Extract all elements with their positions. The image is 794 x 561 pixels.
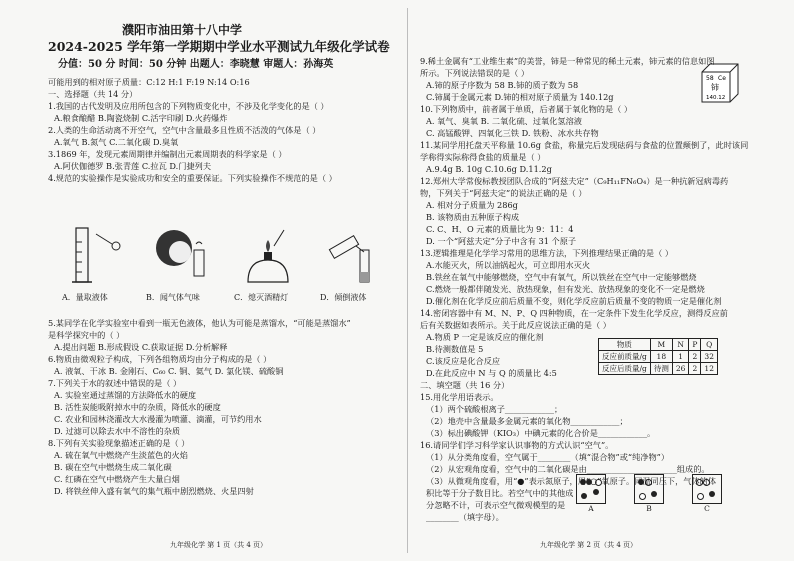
right-text-line: B.铁丝在氧气中能够燃烧，空气中有氧气，所以铁丝在空气中一定能够燃烧: [426, 272, 697, 282]
figure-c-caption: C．熄灭酒精灯: [234, 293, 289, 302]
table-cell: 26: [672, 363, 689, 375]
right-text-line: B. 该物质由五种原子构成: [426, 212, 520, 222]
element-number: 58: [706, 75, 714, 82]
right-text-line: A.铈的原子序数为 58 B.铈的质子数为 58: [426, 80, 579, 90]
molecule-label: C: [704, 504, 710, 513]
right-text-line: 分忽略不计，可表示空气微观模型的是: [426, 500, 566, 510]
right-text-line: （2）从宏观角度看，空气中的二氧化碳是由______________________组成的。: [426, 464, 710, 474]
table-cell: 反应后质量/g: [599, 363, 651, 375]
right-text-line: 15.用化学用语表示。: [420, 392, 499, 402]
left-text-line: A. 实验室通过蒸馏的方法降低水的硬度: [54, 390, 197, 400]
footer-page-1: 九年级化学 第 1 页（共 4 页）: [170, 541, 268, 549]
right-text-line: A. 相对分子质量为 286g: [426, 200, 518, 210]
left-text-line: D. 将铁丝伸入盛有氧气的集气瓶中剧烈燃烧、火星四射: [54, 486, 254, 496]
table-cell: 32: [701, 351, 718, 363]
left-text-line: C. 农业和园林浇灌改大水漫灌为喷灌、滴灌，可节约用水: [54, 414, 262, 424]
table-row: [599, 339, 718, 351]
table-cell: P: [689, 339, 701, 351]
left-page: [48, 0, 396, 561]
right-text-line: 所示。下列说法错误的是（ ）: [420, 68, 530, 78]
footer-page-2: 九年级化学 第 2 页（共 4 页）: [540, 541, 638, 549]
right-text-line: （1）两个硫酸根离子____________；: [426, 404, 563, 414]
table-cell: 2: [689, 351, 701, 363]
table-row: [599, 351, 718, 363]
left-text-line: 濮阳市油田第十八中学: [122, 23, 243, 37]
element-card-cerium: [698, 62, 740, 106]
right-text-line: 二、填空题（共 16 分）: [420, 380, 510, 390]
table-cell: Q: [701, 339, 718, 351]
right-text-line: ________（填字母）。: [426, 512, 504, 522]
right-text-line: C.铈属于金属元素 D.铈的相对原子质量为 140.12g: [426, 92, 614, 102]
left-text-line: C. 红磷在空气中燃烧产生大量白烟: [54, 474, 180, 484]
table-cell: 2: [689, 363, 701, 375]
molecule-label: A: [588, 504, 594, 513]
table-row: [599, 363, 718, 375]
left-text-line: 1.我国的古代发明及应用所包含的下列物质变化中，不涉及化学变化的是（ ）: [48, 101, 329, 111]
left-text-line: 4.规范的实验操作是实验成功和安全的重要保证。下列实验操作不规范的是（ ）: [48, 173, 337, 183]
right-text-line: D.催化剂在化学反应前后质量不变，则化学反应前后质量不变的物质一定是催化剂: [426, 296, 722, 306]
right-text-line: 11.某同学用托盘天平称量 10.6g 食盐，称量完后发现砝码与食盐的位置颠倒了，此时该同: [420, 140, 749, 150]
right-text-line: 物，下列关于“阿兹夫定”的说法正确的是（ ）: [420, 188, 587, 198]
left-text-line: 可能用到的相对原子质量：C:12 H:1 F:19 N:14 O:16: [48, 77, 250, 87]
right-text-line: （3）从微观角度看，用“●”表示氮原子，用“○”氧原子。同温同压下，气体的体: [426, 476, 717, 486]
left-text-line: A.阿伏伽德罗 B.张青莲 C.拉瓦 D.门捷列夫: [54, 161, 212, 171]
right-text-line: 积比等于分子数目比。若空气中的其他成: [426, 488, 574, 498]
right-text-line: 16.请同学们学习科学家认识事物的方式认识“空气”。: [420, 440, 614, 450]
right-text-line: C. 高锰酸钾、四氧化三铁 D. 铁粉、冰水共存物: [426, 128, 599, 138]
right-text-line: D. 一个“阿兹夫定”分子中含有 31 个原子: [426, 236, 577, 246]
element-mass: 140.12: [706, 95, 726, 101]
table-cell: 1: [672, 351, 689, 363]
right-text-line: 14.密闭容器中有 M、N、P、Q 四种物质，在一定条件下发生化学反应，测得反应前: [420, 308, 728, 318]
left-text-line: 2024-2025 学年第一学期期中学业水平测试九年级化学试卷: [48, 39, 390, 54]
right-text-line: A. 氧气、臭氧 B. 二氧化硫、过氧化氢溶液: [426, 116, 582, 126]
left-text-line: B. 碳在空气中燃烧生成二氧化碳: [54, 462, 172, 472]
figure-a-caption: A．量取液体: [62, 293, 108, 302]
left-text-line: 分值：50 分 时间：50 分钟 出题人：李晓慧 审题人：孙海英: [58, 59, 334, 70]
table-cell: N: [672, 339, 689, 351]
right-text-line: A.物质 P 一定是该反应的催化剂: [426, 332, 544, 342]
table-cell: 物质: [599, 339, 651, 351]
element-name: 铈: [711, 83, 719, 92]
right-text-line: A.水能灭火，所以油锅起火，可立即用水灭火: [426, 260, 591, 270]
figure-b-caption: B．闻气体气味: [146, 293, 200, 302]
left-text-line: A.提出问题 B.形成假设 C.获取证据 D.分析解释: [54, 342, 228, 352]
right-text-line: 12.郑州大学常俊标教授团队合成的“阿兹夫定”（C₉H₁₁FN₆O₄）是一种抗新冠病毒药: [420, 176, 729, 186]
right-text-line: D.在此反应中 N 与 Q 的质量比 4:5: [426, 368, 557, 378]
q14-data-table: [598, 338, 718, 375]
left-text-line: A.氧气 B.氮气 C.二氧化碳 D.臭氧: [54, 137, 179, 147]
right-text-line: C. C、H、O 元素的质量比为 9：11：4: [426, 224, 574, 234]
left-text-line: D. 过滤可以除去水中不溶性的杂质: [54, 426, 181, 436]
left-text-line: 3.1869 年，发现元素周期律并编制出元素周期表的科学家是（ ）: [48, 149, 287, 159]
left-text-line: A.粮食酿醋 B.陶瓷烧制 C.活字印刷 D.火药爆炸: [54, 113, 228, 123]
right-text-line: 学称得实际称得食盐的质量是（ ）: [420, 152, 546, 162]
table-cell: 反应前质量/g: [599, 351, 651, 363]
right-text-line: 13.逻辑推理是化学学习常用的思维方法，下列推理结果正确的是（ ）: [420, 248, 674, 258]
element-symbol: Ce: [718, 75, 726, 82]
right-text-line: （3）标出碘酸钾（KIO₃）中碘元素的化合价是____________。: [426, 428, 656, 438]
right-page: [420, 0, 760, 561]
table-cell: 18: [650, 351, 672, 363]
right-text-line: C.该反应是化合反应: [426, 356, 501, 366]
right-text-line: （2）地壳中含量最多金属元素的氧化物____________；: [426, 416, 628, 426]
figure-d-caption: D．倾倒液体: [320, 293, 367, 302]
table-cell: 12: [701, 363, 718, 375]
right-text-line: 10.下列物质中，前者属于单质，后者属于氧化物的是（ ）: [420, 104, 633, 114]
left-text-line: A. 硫在氧气中燃烧产生淡蓝色的火焰: [54, 450, 188, 460]
left-text-line: 是科学探究中的（ ）: [48, 330, 125, 340]
table-cell: M: [650, 339, 672, 351]
left-text-line: 一、选择题（共 14 分）: [48, 89, 138, 99]
right-text-line: A.9.4g B. 10g C.10.6g D.11.2g: [426, 164, 552, 174]
left-text-line: 7.下列关于水的叙述中错误的是（ ）: [48, 378, 182, 388]
left-text-line: 8.下列有关实验现象描述正确的是（ ）: [48, 438, 190, 448]
molecule-label: B: [646, 504, 652, 513]
left-text-line: 6.物质由微观粒子构成，下列各组物质均由分子构成的是（ ）: [48, 354, 272, 364]
left-text-line: B. 活性炭能吸附掉水中的杂质，降低水的硬度: [54, 402, 221, 412]
right-text-line: （1）从分类角度看，空气属于________（填“混合物”或“纯净物”）: [426, 452, 670, 462]
right-text-line: C.燃烧一般都伴随发光、放热现象，但有发光、放热现象的变化不一定是燃烧: [426, 284, 705, 294]
left-text-line: 2.人类的生命活动离不开空气，空气中含量最多且性质不活泼的气体是（ ）: [48, 125, 321, 135]
left-text-line: 5.某同学在化学实验室中看到一瓶无色液体，他认为可能是蒸馏水，“可能是蒸馏水”: [48, 318, 351, 328]
element-cube-icon: [698, 62, 740, 106]
right-text-line: 9.稀土金属有“工业维生素”的美誉，铈是一种常见的稀土元素，铈元素的信息如图: [420, 56, 715, 66]
right-text-line: 后有关数据如表所示。关于此反应说法正确的是（ ）: [420, 320, 611, 330]
page-fold-divider: [407, 8, 408, 553]
table-cell: 待测: [650, 363, 672, 375]
right-text-line: B.待测数值是 5: [426, 344, 484, 354]
left-text-line: A. 液氧、干冰 B. 金刚石、C₆₀ C. 铜、氦气 D. 氯化镁、硫酸铜: [54, 366, 284, 376]
